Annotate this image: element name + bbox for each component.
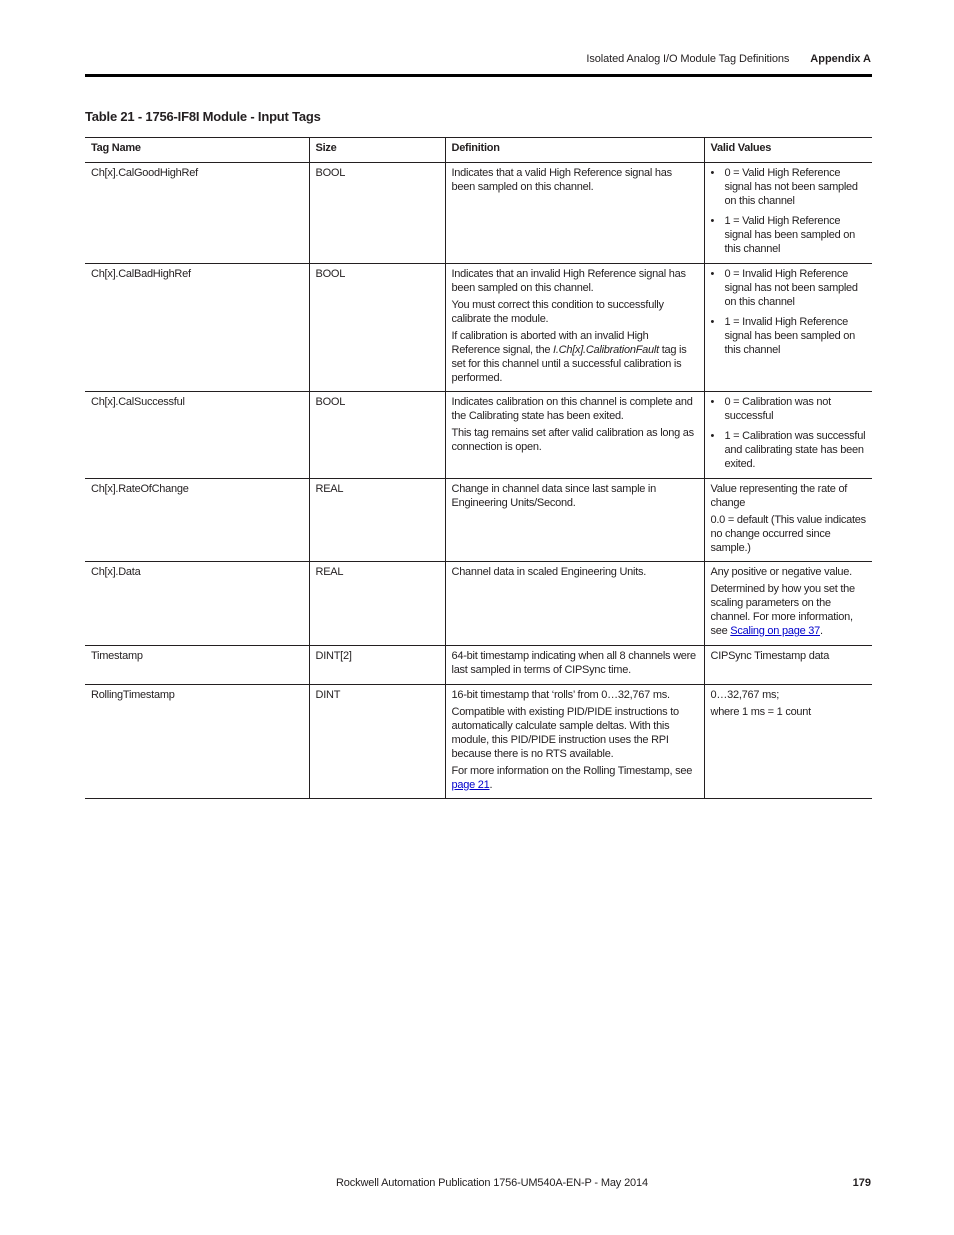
valid-values-cell	[704, 479, 872, 562]
list-item: • 0 = Calibration was not successful	[711, 395, 867, 423]
valid-values-text: Any positive or negative value.	[710, 566, 852, 578]
definition-text: Channel data in scaled Engineering Units.	[451, 566, 647, 578]
appendix-label: Appendix A	[810, 53, 871, 65]
table-row	[85, 685, 872, 799]
table-header-row	[85, 138, 872, 163]
table-row	[85, 646, 872, 685]
size-cell: BOOL	[309, 264, 445, 392]
list-item: • 1 = Valid High Reference signal has been sampled on this channel	[711, 214, 867, 256]
valid-values-text: CIPSync Timestamp data	[710, 650, 830, 662]
definition-text: 64-bit timestamp indicating when all 8 channels were last sampled in terms of CIPSync time.	[451, 650, 696, 676]
table-row	[85, 264, 872, 392]
definition-text-part: tag is set for this channel until a successful calibration is performed.	[451, 344, 687, 384]
publication-footer: Rockwell Automation Publication 1756-UM540A-EN-P - May 2014	[336, 1177, 648, 1189]
definition-cell	[445, 562, 704, 646]
valid-values-text-part: Determined by how you set the scaling parameters on the channel. For more information, see	[710, 583, 855, 637]
definition-cell	[445, 479, 704, 562]
table-row	[85, 392, 872, 479]
definition-text: You must correct this condition to successfully calibrate the module.	[451, 299, 664, 325]
definition-cell	[445, 163, 704, 264]
definition-text	[452, 764, 698, 792]
size-cell: REAL	[309, 479, 445, 562]
valid-values-cell	[704, 163, 872, 264]
table-row	[85, 163, 872, 264]
definition-text-part: If calibration is aborted with an invalid High Reference signal, the	[451, 330, 649, 356]
size-cell: DINT	[309, 685, 445, 799]
definition-text: Change in channel data since last sample in Engineering Units/Second.	[451, 483, 656, 509]
definition-text: This tag remains set after valid calibration as long as connection is open.	[451, 427, 694, 453]
valid-values-cell	[704, 685, 872, 799]
definition-text: 16-bit timestamp that ‘rolls’ from 0…32,767 ms.	[451, 689, 670, 701]
definition-text-part: .	[489, 779, 493, 791]
valid-values-text: 0.0 = default (This value indicates no change occurred since sample.)	[710, 514, 866, 554]
definition-text: Compatible with existing PID/PIDE instructions to automatically calculate sample deltas. With this module, this PID/PIDE instruction uses the RPI because there is no RTS available.	[451, 706, 679, 760]
table-row	[85, 562, 872, 646]
tag-name-cell: Ch[x].RateOfChange	[85, 479, 309, 562]
definition-cell	[445, 646, 704, 685]
definition-cell	[445, 264, 704, 392]
tag-name-cell: Ch[x].CalGoodHighRef	[85, 163, 309, 264]
valid-values-cell	[704, 562, 872, 646]
size-cell: BOOL	[309, 392, 445, 479]
list-item: • 1 = Invalid High Reference signal has been sampled on this channel	[711, 315, 867, 357]
valid-values-list	[711, 267, 867, 357]
scaling-page-link[interactable]: Scaling on page 37	[730, 625, 820, 637]
valid-values-cell	[704, 264, 872, 392]
valid-values-text	[711, 582, 867, 638]
valid-values-cell	[704, 392, 872, 479]
page-number: 179	[852, 1177, 871, 1189]
tag-name-cell: Timestamp	[85, 646, 309, 685]
tag-name-cell: Ch[x].CalSuccessful	[85, 392, 309, 479]
running-header	[586, 53, 871, 65]
column-header-size: Size	[309, 138, 445, 163]
tag-name-cell: Ch[x].Data	[85, 562, 309, 646]
tag-reference: I.Ch[x].CalibrationFault	[553, 344, 659, 356]
rolling-timestamp-page-link[interactable]: page 21	[451, 779, 490, 791]
column-header-valid-values: Valid Values	[704, 138, 872, 163]
column-header-tag-name: Tag Name	[85, 138, 309, 163]
definition-cell	[445, 685, 704, 799]
list-item: • 0 = Invalid High Reference signal has not been sampled on this channel	[711, 267, 867, 309]
valid-values-text-part: .	[819, 625, 823, 637]
definition-text	[452, 329, 698, 385]
valid-values-text: 0…32,767 ms;	[710, 689, 780, 701]
valid-values-list	[711, 166, 867, 256]
definition-text: Indicates that an invalid High Reference signal has been sampled on this channel.	[451, 268, 686, 294]
definition-text: Indicates calibration on this channel is complete and the Calibrating state has been exited.	[451, 396, 693, 422]
list-item: • 0 = Valid High Reference signal has not been sampled on this channel	[711, 166, 867, 208]
header-rule	[85, 74, 872, 77]
size-cell: REAL	[309, 562, 445, 646]
definition-text: Indicates that a valid High Reference signal has been sampled on this channel.	[451, 167, 672, 193]
column-header-definition: Definition	[445, 138, 704, 163]
valid-values-text: where 1 ms = 1 count	[710, 706, 811, 718]
valid-values-cell	[704, 646, 872, 685]
valid-values-list	[711, 395, 867, 471]
tag-name-cell: Ch[x].CalBadHighRef	[85, 264, 309, 392]
section-title: Isolated Analog I/O Module Tag Definitions	[586, 53, 790, 65]
definition-cell	[445, 392, 704, 479]
table-title: Table 21 - 1756-IF8I Module - Input Tags	[85, 109, 321, 124]
size-cell: BOOL	[309, 163, 445, 264]
tag-name-cell: RollingTimestamp	[85, 685, 309, 799]
table-row	[85, 479, 872, 562]
list-item: • 1 = Calibration was successful and calibrating state has been exited.	[711, 429, 867, 471]
valid-values-text: Value representing the rate of change	[710, 483, 848, 509]
definition-text-part: For more information on the Rolling Timestamp, see	[451, 765, 693, 777]
size-cell: DINT[2]	[309, 646, 445, 685]
input-tags-table	[85, 137, 872, 799]
